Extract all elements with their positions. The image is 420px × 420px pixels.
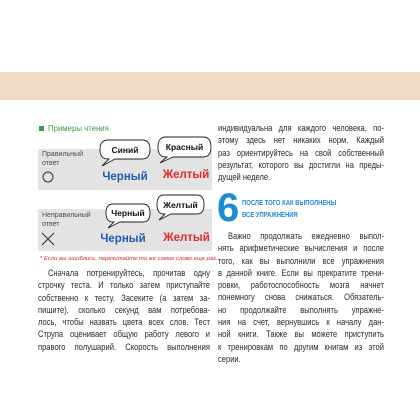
text-line: серии. [218, 353, 241, 364]
speech-bubble-text: Желтый [163, 199, 198, 210]
correct-label-line-2: ответ [42, 160, 60, 167]
text-line: ной книги. Также вы можете приступить [218, 329, 384, 340]
examples-title-text: Примеры чтения [48, 123, 109, 133]
text-line: пишите), сколько секунд вам потребова- [38, 304, 210, 315]
text-line: в данной книге. Если вы прекратите трени- [218, 267, 384, 278]
text-line: лось, чтобы назвать цвета всех слов. Тест [38, 317, 210, 328]
text-line: к тренировкам по другим книгам из этой [218, 341, 384, 352]
speech-bubble-incorrect-1 [105, 203, 151, 229]
text-line: но продолжайте выполнять упражне- [218, 304, 384, 315]
text-line: раз ориентируйтесь на свой собственный [218, 147, 384, 158]
right-column-paragraph-2 [218, 230, 384, 365]
header-band [0, 72, 420, 100]
text-line: Важно продолжать ежедневно выпол- [227, 231, 384, 241]
text-line: результат, которого вы достигли на преды- [218, 159, 384, 170]
speech-bubble-text: Черный [111, 208, 145, 218]
speech-bubble-correct-1 [99, 139, 151, 167]
correct-label-line-1: Правильный [42, 151, 83, 158]
section-title-line-2: ВСЕ УПРАЖНЕНИЯ [242, 210, 298, 219]
text-line: собственно к тесту. Засеките (а затем за- [38, 292, 210, 303]
text-line: строчку теста. И только затем приступайте [38, 280, 210, 291]
stroop-word-correct-2: Желтый [162, 169, 210, 181]
text-line: Струпа оценивает общую работу левого и [38, 329, 210, 340]
cross-icon [41, 232, 55, 246]
text-line: нять арифметические вычисления и после [218, 243, 384, 254]
text-line: дущей неделе. [218, 172, 271, 183]
circle-icon [42, 171, 54, 183]
text-line: индивидуальна для каждого человека, по- [218, 123, 384, 133]
text-line: ния на счет, вернувшись к началу дан- [218, 317, 384, 328]
text-line: Сначала потренируйтесь, прочитав одну [47, 268, 210, 278]
speech-bubble-incorrect-2 [156, 194, 205, 221]
square-bullet-icon [39, 126, 44, 131]
incorrect-label-line-2: ответ [42, 221, 60, 228]
text-line: ровки, работоспособность мозга начнет [218, 280, 384, 291]
right-column-paragraph-1 [218, 122, 384, 183]
footnote: * Если вы ошиблись, перечитайте то же самое слово еще раз. [40, 256, 218, 262]
text-line: понемногу снова снижаться. Обязатель- [218, 292, 384, 303]
incorrect-label-line-1: Неправильный [42, 212, 91, 219]
text-line: правого полушарий. Скорость выполнения [38, 341, 210, 352]
section-title [242, 197, 337, 221]
left-column-paragraph [38, 267, 210, 353]
speech-bubble-text: Синий [111, 144, 139, 155]
stroop-word-correct-1: Черный [102, 171, 148, 183]
stroop-word-incorrect-1: Черный [100, 233, 146, 245]
speech-bubble-text: Красный [165, 142, 204, 152]
stroop-word-incorrect-2: Желтый [163, 232, 210, 244]
text-line: этому здесь нет никаких норм. Каждый [218, 135, 384, 146]
text-line: того, как вы выполнили все упражнения [218, 255, 384, 266]
section-number: 6 [217, 186, 240, 230]
section-title-line-1: ПОСЛЕ ТОГО КАК ВЫПОЛНЕНЫ [242, 198, 337, 207]
speech-bubble-correct-2 [157, 136, 212, 164]
examples-title [39, 122, 109, 134]
